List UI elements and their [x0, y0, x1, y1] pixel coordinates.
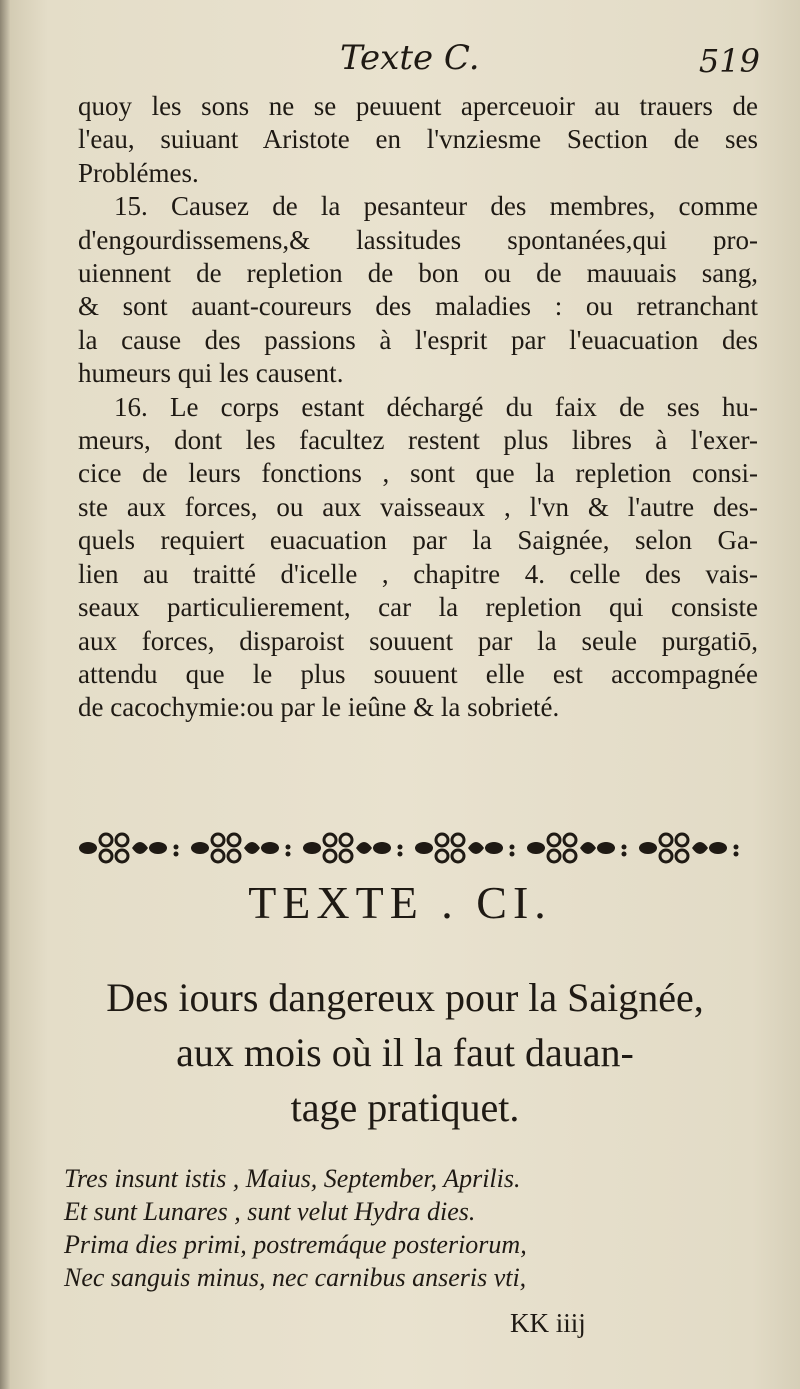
text-line: seaux particulierement, car la repletion qui consiste [78, 592, 758, 623]
fleuron-icon [76, 826, 752, 870]
body-text [78, 90, 758, 725]
verse-line: Et sunt Lunares , sunt velut Hydra dies. [64, 1197, 476, 1226]
page-number: 519 [698, 42, 760, 80]
ornamental-band [76, 826, 752, 870]
text-line: Problémes. [78, 157, 199, 188]
text-line: & sont auant-coureurs des maladies : ou retranchant [78, 291, 758, 322]
section-title: TEXTE . CI. [248, 877, 552, 928]
text-line: humeurs qui les causent. [78, 358, 344, 389]
text-line: de cacochymie:ou par le ieûne & la sobrieté. [78, 692, 560, 723]
text-line: l'eau, suiuant Aristote en l'vnziesme Section de ses [78, 124, 758, 155]
text-line: d'engourdissemens,& lassitudes spontanées,qui pro- [78, 224, 758, 255]
text-line: aux forces, disparoist souuent par la seule purgatiō, [78, 625, 758, 656]
text-line: ste aux forces, ou aux vaisseaux , l'vn & l'autre des- [78, 491, 758, 522]
text-line: meurs, dont les facultez restent plus libres à l'exer- [78, 425, 758, 456]
text-line: la cause des passions à l'esprit par l'euacuation des [78, 324, 758, 355]
text-line: cice de leurs fonctions , sont que la repletion consi- [78, 458, 758, 489]
heading-line: Des iours dangereux pour la Saignée, [106, 975, 704, 1020]
text-line: quels requiert euacuation par la Saignée, selon Ga- [78, 525, 758, 556]
latin-verse [64, 1162, 744, 1294]
text-line: quoy les sons ne se peuuent aperceuoir au trauers de [78, 91, 758, 121]
page-gutter [0, 0, 10, 1389]
heading-line: tage pratiquet. [290, 1085, 520, 1130]
text-line: attendu que le plus souuent elle est accompagnée [78, 658, 758, 689]
verse-line: Nec sanguis minus, nec carnibus anseris vti, [64, 1263, 527, 1292]
section-heading [40, 970, 770, 1135]
text-line: 15. Causez de la pesanteur des membres, comme [114, 191, 758, 222]
text-line: 16. Le corps estant déchargé du faix de ses hu- [114, 391, 758, 422]
signature-mark: KK iiij [510, 1308, 586, 1338]
heading-line: aux mois où il la faut dauan- [176, 1030, 634, 1075]
running-title: Texte C. [340, 38, 480, 78]
page-header [80, 38, 760, 98]
verse-line: Tres insunt istis , Maius, September, Aprilis. [64, 1164, 521, 1193]
text-line: uiennent de repletion de bon ou de mauuais sang, [78, 258, 758, 289]
text-line: lien au traitté d'icelle , chapitre 4. celle des vais- [78, 558, 758, 589]
verse-line: Prima dies primi, postremáque posteriorum, [64, 1230, 527, 1259]
